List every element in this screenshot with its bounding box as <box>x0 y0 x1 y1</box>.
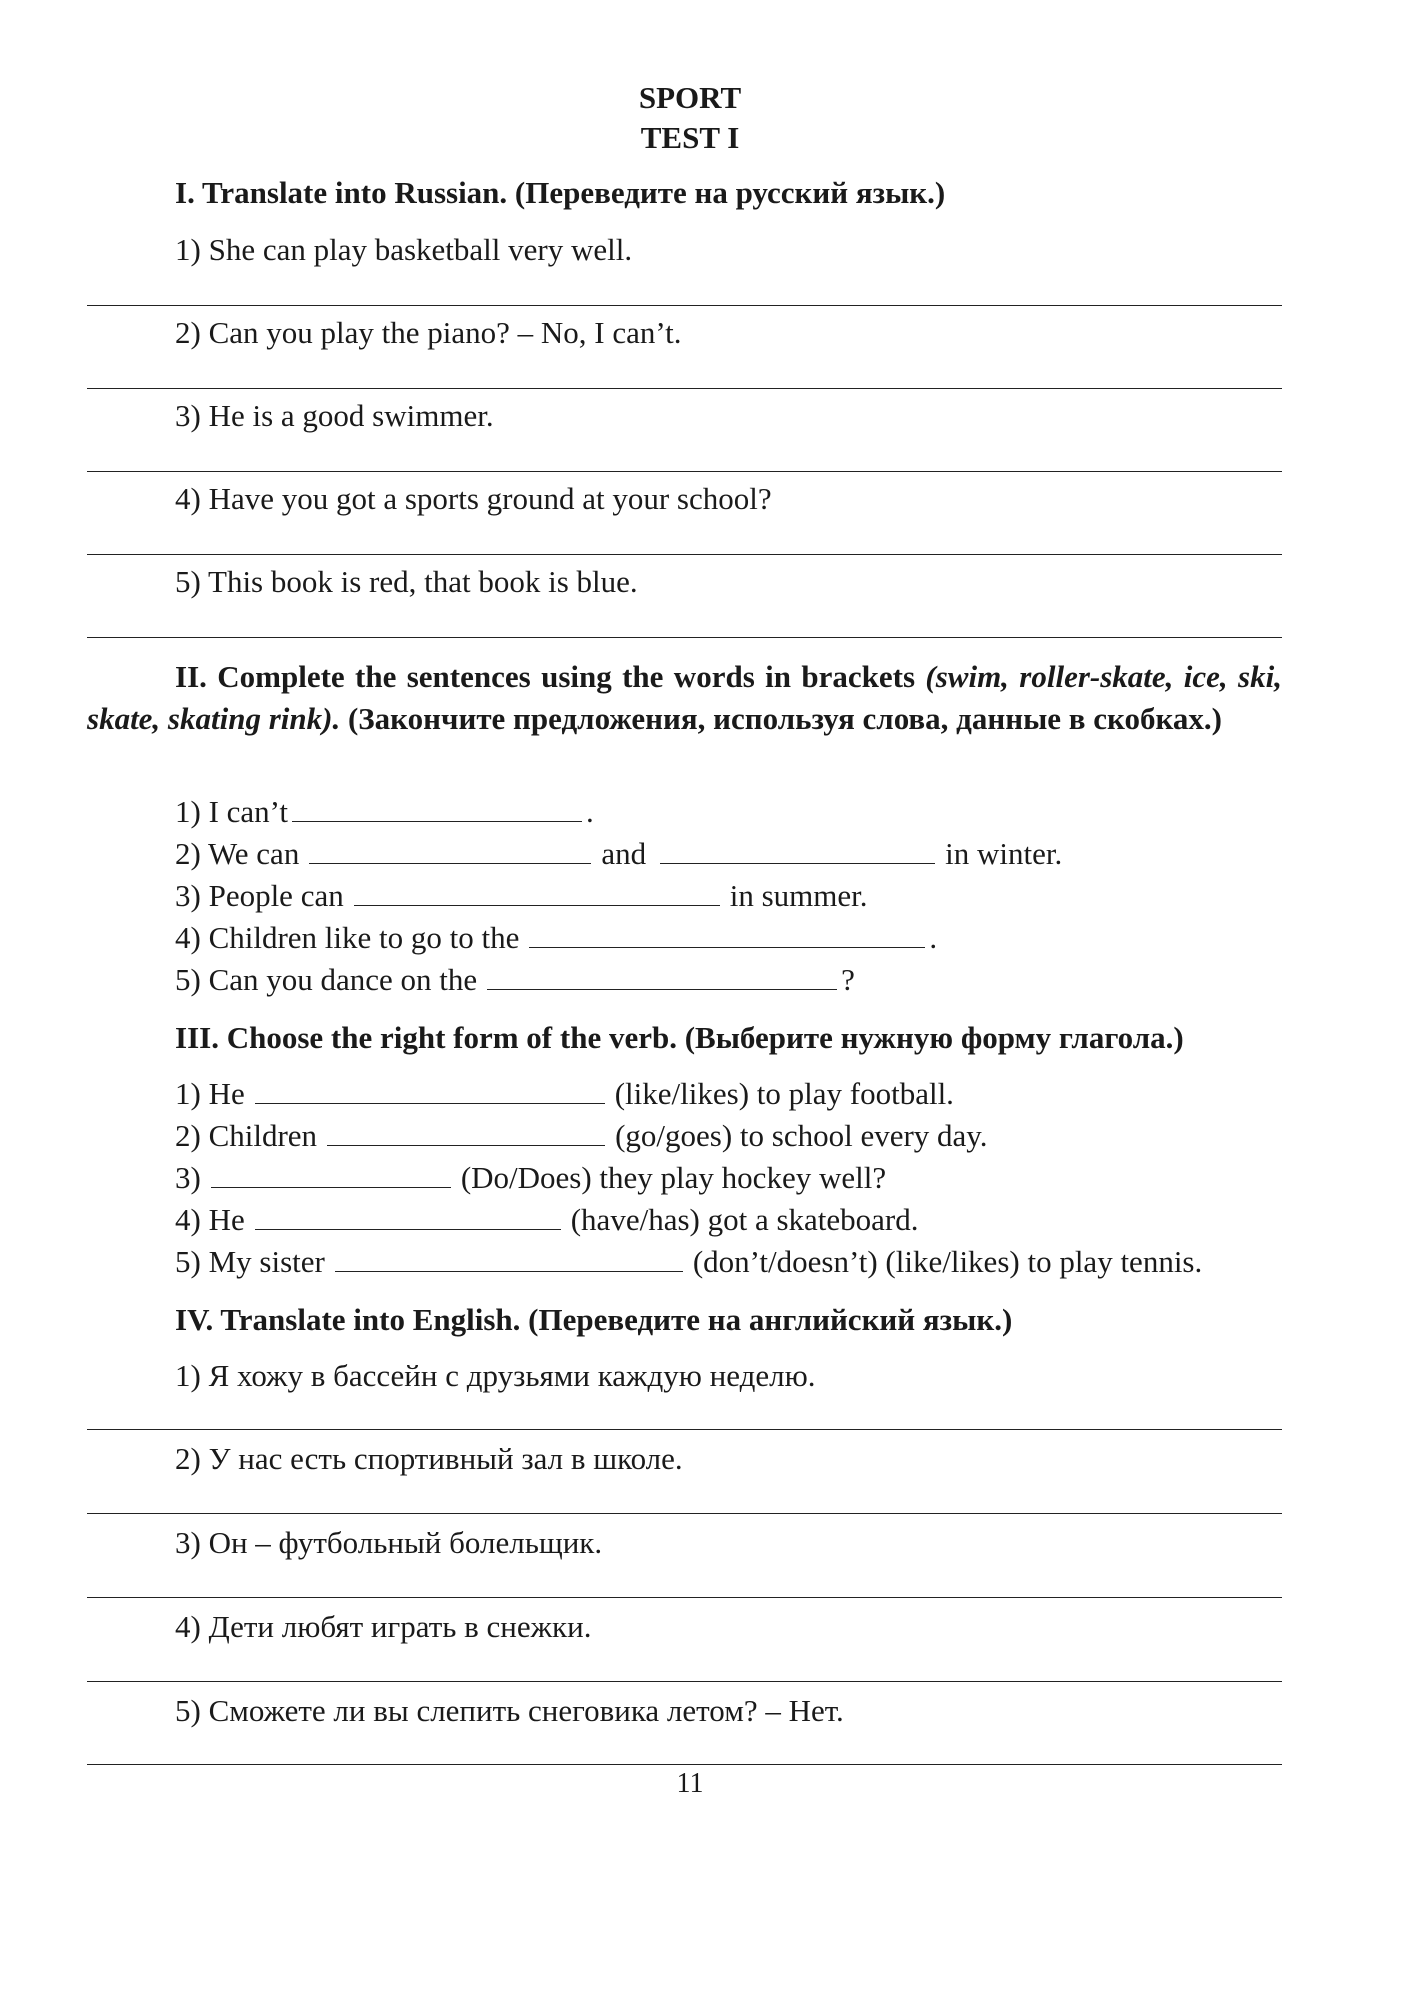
answer-line[interactable] <box>87 637 1282 638</box>
item-text: (have/has) got a skateboard. <box>570 1202 919 1237</box>
item-text: 2) We can <box>175 836 300 871</box>
item-text: 5) My sister <box>175 1244 325 1279</box>
section1-item-5: 5) This book is red, that book is blue. <box>175 564 638 599</box>
fill-blank[interactable] <box>529 921 925 948</box>
fill-blank[interactable] <box>255 1203 561 1230</box>
fill-blank[interactable] <box>292 795 582 822</box>
item-text: . <box>586 794 594 829</box>
section3-item-5 <box>175 1244 1202 1280</box>
item-text: (Do/Does) they play hockey well? <box>460 1160 887 1195</box>
section4-item-5: 5) Сможете ли вы слепить снеговика летом? – Нет. <box>175 1693 844 1728</box>
fill-blank[interactable] <box>335 1245 683 1272</box>
section2-heading-start: II. Complete the sentences using the words in brackets <box>175 659 926 694</box>
fill-blank[interactable] <box>211 1161 451 1188</box>
section2-item-3 <box>175 878 868 914</box>
page-title: SPORT <box>638 80 742 115</box>
item-text: 1) I can’t <box>175 794 289 829</box>
answer-line[interactable] <box>87 388 1282 389</box>
fill-blank[interactable] <box>660 837 935 864</box>
item-text: 4) He <box>175 1202 245 1237</box>
item-text: 5) Can you dance on the <box>175 962 478 997</box>
answer-line[interactable] <box>87 1764 1282 1765</box>
section2-item-4 <box>175 920 937 956</box>
item-text: (like/likes) to play football. <box>614 1076 954 1111</box>
item-text: 2) Children <box>175 1118 318 1153</box>
answer-line[interactable] <box>87 305 1282 306</box>
section3-heading: III. Choose the right form of the verb. (Выберите нужную форму глагола.) <box>175 1020 1184 1055</box>
item-text: . <box>929 920 938 955</box>
section4-item-2: 2) У нас есть спортивный зал в школе. <box>175 1441 683 1476</box>
answer-line[interactable] <box>87 1597 1282 1598</box>
section2-item-1 <box>175 794 594 830</box>
item-text: in summer. <box>729 878 868 913</box>
section4-item-4: 4) Дети любят играть в снежки. <box>175 1609 592 1644</box>
section3-item-2 <box>175 1118 988 1154</box>
item-text: 1) He <box>175 1076 245 1111</box>
section2-item-2 <box>175 836 1062 872</box>
item-text: and <box>601 836 647 871</box>
section4-item-1: 1) Я хожу в бассейн с друзьями каждую неделю. <box>175 1358 816 1393</box>
answer-line[interactable] <box>87 1681 1282 1682</box>
section2-item-5 <box>175 962 855 998</box>
item-text: 4) Children like to go to the <box>175 920 520 955</box>
page-number: 11 <box>676 1768 704 1799</box>
fill-blank[interactable] <box>327 1119 605 1146</box>
fill-blank[interactable] <box>487 963 837 990</box>
section1-heading: I. Translate into Russian. (Переведите на русский язык.) <box>175 175 946 210</box>
section1-item-2: 2) Can you play the piano? – No, I can’t. <box>175 315 682 350</box>
section1-item-4: 4) Have you got a sports ground at your school? <box>175 481 772 516</box>
section2-heading <box>87 656 1282 740</box>
answer-line[interactable] <box>87 1513 1282 1514</box>
section1-item-3: 3) He is a good swimmer. <box>175 398 494 433</box>
section2-heading-words: (swim, roller-skate, ice, ski, skate, skating rink). <box>87 659 1282 736</box>
item-text: (don’t/doesn’t) (like/likes) to play tennis. <box>692 1244 1203 1279</box>
answer-line[interactable] <box>87 554 1282 555</box>
test-subtitle: TEST I <box>640 120 740 155</box>
section4-heading: IV. Translate into English. (Переведите на английский язык.) <box>175 1302 1013 1337</box>
section3-item-1 <box>175 1076 954 1112</box>
item-text: in winter. <box>945 836 1063 871</box>
section3-item-4 <box>175 1202 919 1238</box>
fill-blank[interactable] <box>255 1077 605 1104</box>
item-text: 3) People can <box>175 878 344 913</box>
section4-item-3: 3) Он – футбольный болельщик. <box>175 1525 603 1560</box>
answer-line[interactable] <box>87 471 1282 472</box>
item-text: (go/goes) to school every day. <box>615 1118 988 1153</box>
section3-item-3 <box>175 1160 886 1196</box>
section1-item-1: 1) She can play basketball very well. <box>175 232 633 267</box>
fill-blank[interactable] <box>309 837 591 864</box>
item-text: ? <box>841 962 855 997</box>
answer-line[interactable] <box>87 1429 1282 1430</box>
section2-heading-end: (Закончите предложения, используя слова, данные в скобках.) <box>340 701 1222 736</box>
fill-blank[interactable] <box>354 879 720 906</box>
item-text: 3) <box>175 1160 201 1195</box>
